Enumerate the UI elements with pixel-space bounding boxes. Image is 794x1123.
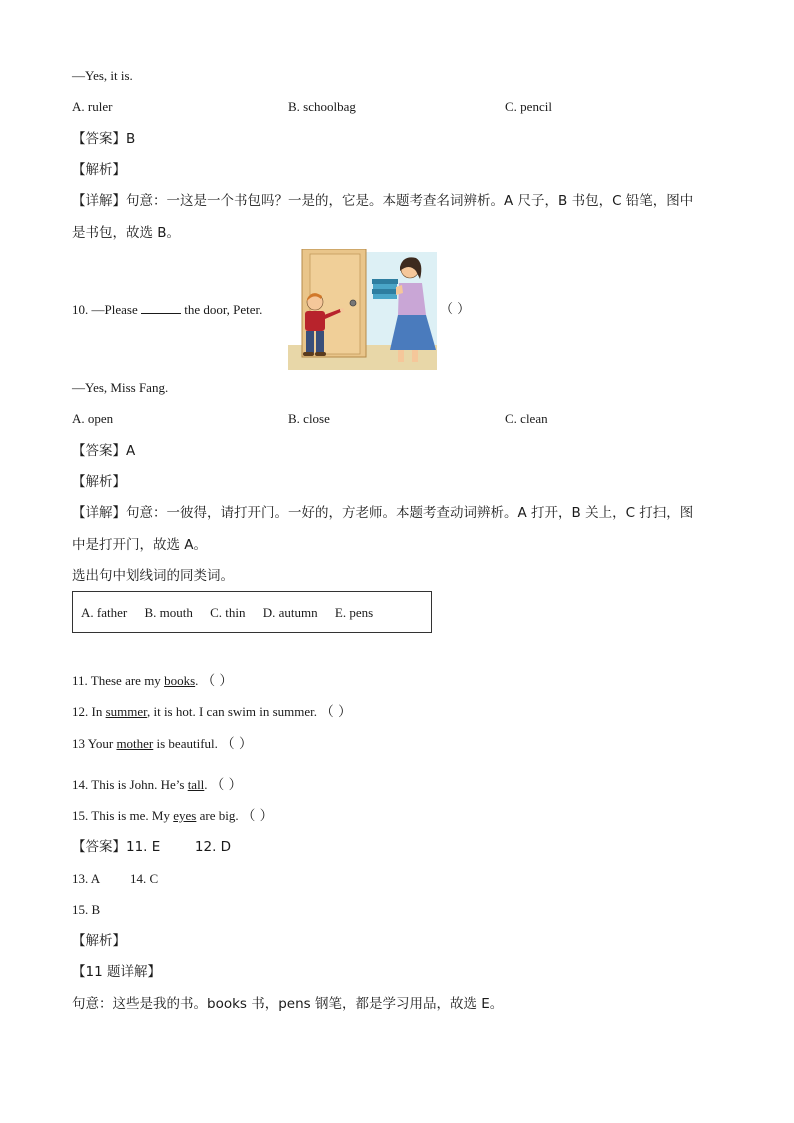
q9-reply: —Yes, it is.: [72, 68, 133, 83]
choice-d: D. autumn: [262, 605, 318, 620]
q9-option-a: A. ruler: [72, 99, 113, 114]
answer-13: 13. A: [72, 871, 100, 886]
choice-b: B. mouth: [144, 605, 193, 620]
choice-e: E. pens: [334, 605, 374, 620]
answer-14: 14. C: [129, 871, 159, 886]
section-instruction: 选出句中划线词的同类词。: [72, 568, 234, 584]
q10-prompt-end: the door, Peter.: [184, 302, 263, 317]
q11-detail-heading: 【11 题详解】: [72, 964, 161, 980]
question-11: 11. These are my books. （ ）: [72, 673, 233, 689]
underlined-word: mother: [116, 736, 154, 751]
q9-option-b: B. schoolbag: [288, 99, 356, 114]
q10-analysis-tag: 【解析】: [72, 474, 126, 490]
underlined-word: tall: [187, 777, 205, 792]
answer-12: 12. D: [194, 839, 232, 855]
q9-option-c: C. pencil: [505, 99, 552, 114]
q9-detail-line2: 是书包，故选 B。: [72, 225, 181, 241]
answers-tag: 【答案】: [72, 839, 126, 855]
question-15: 15. This is me. My eyes are big. （ ）: [72, 808, 274, 824]
answers-row-2: [72, 870, 158, 888]
answers-row-1: [72, 838, 231, 856]
answer-paren: （ ）: [221, 736, 253, 752]
question-13: 13 Your mother is beautiful. （ ）: [72, 736, 253, 752]
analysis-tag: 【解析】: [72, 933, 126, 949]
q10-option-a: A. open: [72, 411, 114, 426]
underlined-word: books: [164, 673, 196, 688]
q10-paren: （ ）: [440, 302, 471, 317]
door-illustration: [288, 249, 437, 370]
question-14: 14. This is John. He’s tall. （ ）: [72, 777, 243, 793]
choice-c: C. thin: [210, 605, 246, 620]
answer-15: 15. B: [72, 902, 101, 917]
q10-blank: [141, 301, 181, 314]
q9-detail-line1: 【详解】句意：一这是一个书包吗？一是的，它是。本题考查名词辨析。A 尺子，B 书包，C 铅笔，图中: [72, 193, 694, 209]
answer-paren: （ ）: [320, 704, 352, 720]
choices-box: [72, 591, 432, 633]
q10-prompt-start: 10. —Please: [72, 302, 138, 317]
q10-detail-line2: 中是打开门，故选 A。: [72, 537, 208, 553]
q10-option-b: B. close: [288, 411, 330, 426]
answer-11: 11. E: [126, 839, 161, 855]
answer-paren: （ ）: [210, 777, 243, 793]
underlined-word: summer: [105, 704, 147, 719]
q10-reply: —Yes, Miss Fang.: [72, 380, 169, 395]
choice-a: A. father: [81, 605, 128, 620]
q11-detail: 句意：这些是我的书。books 书，pens 钢笔，都是学习用品，故选 E。: [72, 996, 504, 1012]
q10-detail-line1: 【详解】句意：一彼得，请打开门。一好的，方老师。本题考查动词辨析。A 打开，B 关上，C 打扫，图: [72, 505, 694, 521]
q10-answer: 【答案】A: [72, 443, 136, 459]
q10-option-c: C. clean: [505, 411, 548, 426]
answer-paren: （ ）: [201, 673, 233, 689]
q9-analysis-tag: 【解析】: [72, 162, 126, 178]
answer-paren: （ ）: [241, 808, 274, 824]
underlined-word: eyes: [173, 808, 197, 823]
q9-answer: 【答案】B: [72, 131, 136, 147]
question-12: 12. In summer, it is hot. I can swim in summer. （ ）: [72, 704, 352, 720]
q10-prompt: [72, 301, 262, 319]
